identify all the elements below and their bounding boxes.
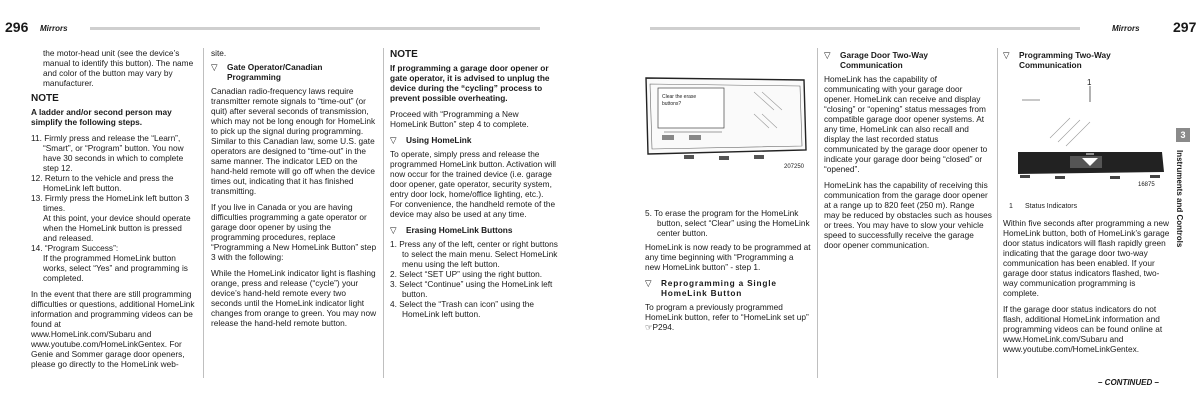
note-title-2: NOTE [390,49,418,60]
step-13: 13. Firmly press the HomeLink left button 3 times. [31,193,190,213]
indicator-paragraph: While the HomeLink indicator light is flashing orange, press and release (“cycle”) your device’s hand-held remote every two seconds until the HomeLink indicator light changes from orange to green. You may now release the hand-held remote button. [211,268,377,328]
column-divider [203,48,204,378]
triangle-icon: ▽ [390,135,397,145]
url-youtube: www.youtube.com/HomeLinkGentex. For Genie and Sommer garage door openers, please go directly to the HomeLink web- [31,339,185,369]
column-1 [31,48,197,369]
step-14-detail: If the programmed HomeLink button works, select “Yes” and programming is completed. [43,253,188,283]
triangle-icon: ▽ [1003,50,1010,60]
erase-step-3: 3. Select “Continue” using the HomeLink left button. [390,279,553,299]
triangle-icon: ▽ [645,278,653,288]
column-divider [383,48,384,378]
column-5 [824,48,992,256]
step-12: 12. Return to the vehicle and press the HomeLink left button. [31,173,174,193]
two-way-paragraph-1: HomeLink has the capability of communicating with your garage door opener. HomeLink can receive and display “closing” or “opening” status messages from compatible garage door opener systems. At any time, HomeLink can also recall and display the last recorded status communicated by the garage door opener to indicate your garage door being “closed” or “opened”. [824,74,988,174]
figure-code-2: 16875 [1138,182,1155,188]
erase-step-4: 4. Select the “Trash can icon” using the HomeLink left button. [390,299,535,319]
column-2 [211,48,377,334]
column-4 [645,208,811,338]
ready-text: HomeLink is now ready to be programmed at any time beginning with “Programming a new HomeLink button” - step 1. [645,242,811,272]
gate-operator-heading: ▽ Gate Operator/Canadian Programming [211,62,323,82]
note-title: NOTE [31,93,59,104]
triangle-icon: ▽ [211,62,218,72]
chapter-tab: 3 [1176,128,1190,142]
column-divider [997,48,998,378]
reprogramming-heading: ▽ Reprogramming a Single HomeLink Button [645,278,777,298]
right-section-title: Mirrors [1112,24,1140,33]
column-6-body [1003,202,1171,360]
note-text: A ladder and/or second person may simplify the following steps. [31,107,172,127]
programming-paragraph-1: Within five seconds after programming a new HomeLink button, both of HomeLink’s garage door status indicators will flash rapidly green indicating that the garage door two-way communication has been enabled. If your garage door status indicators flashed, two-way communication programming is complete. [1003,218,1170,298]
chapter-tab-label: Instruments and Controls [1175,150,1184,248]
right-page-number: 297 [1173,19,1197,35]
reprogram-text: To program a previously programmed HomeLink button, refer to “HomeLink set up” ☞P294. [645,302,809,332]
triangle-icon: ▽ [824,50,831,60]
left-header-rule [90,27,540,30]
programming-two-way-heading: ▽ Programming Two-Way Communication [1003,50,1111,70]
note-text-2: If programming a garage door opener or gate operator, it is advised to unplug the device during the “cycling” process to prevent possible overheating. [390,63,550,103]
two-way-paragraph-2: HomeLink has the capability of receiving this communication from the garage door opener at a range up to 820 feet (250 m). Range may be reduced by obstacles such as houses or trees. You may have to slow your vehicle speed to successfully receive the garage door opener communication. [824,180,992,250]
mirror-display-illustration [644,70,812,200]
right-header-rule [650,27,1080,30]
column-6 [1003,48,1171,74]
using-homelink-paragraph: To operate, simply press and release the programmed HomeLink button. Activation will now occur for the trained device (i.e. garage door opener, gate operator, security system, entry door lock, home/office lighting, etc.). For convenience, the handheld remote of the device may also be used at any time. [390,149,557,219]
column-divider [817,48,818,378]
column-3 [390,48,558,319]
step-11: 11. Firmly press and release the “Learn”, “Smart”, or “Program” button. You now have 30 seconds in which to complete step 12. [31,133,184,173]
proceed-text: Proceed with “Programming a New HomeLink Button” step 4 to complete. [390,109,529,129]
left-page-number: 296 [5,19,29,35]
erasing-heading: ▽ Erasing HomeLink Buttons [390,225,513,235]
two-way-heading: ▽ Garage Door Two-Way Communication [824,50,929,70]
erase-step-2: 2. Select “SET UP” using the right button. [390,269,543,279]
status-indicator-figure [1010,78,1170,196]
canadian-paragraph: Canadian radio-frequency laws require transmitter remote signals to “time-out” (or quit) after several seconds of transmission, which may not be long enough for HomeLink to pick up the signal during programming. Similar to this Canadian law, some U.S. gate operators are designed to “time-out” in the same manner. The indicator LED on the hand-held remote will go off when the device times out, indicating that it has finished transmitting. [211,86,376,196]
programming-paragraph-2: If the garage door status indicators do not flash, additional HomeLink information and programming videos can be found online at www.HomeLink.com/Subaru and www.youtube.com/HomeLinkGentex. [1003,304,1163,354]
continued-label: – CONTINUED – [1098,378,1159,387]
using-homelink-heading: ▽ Using HomeLink [390,135,472,145]
left-section-title: Mirrors [40,24,68,33]
step-14: 14. “Program Success”: [31,243,119,253]
url-homelink: www.HomeLink.com/Subaru and [31,329,152,339]
lead-text: site. [211,48,227,58]
figure-caption: 1 Status Indicators [1009,203,1078,210]
step-13-detail: At this point, your device should operate when the HomeLink button is pressed and released. [43,213,191,243]
triangle-icon: ▽ [390,225,397,235]
erase-screen-figure [644,70,812,200]
mirror-status-illustration [1010,78,1170,196]
erase-step-5: 5. To erase the program for the HomeLink button, select “Clear” using the HomeLink center button. [645,208,810,238]
screen-message: Clear the erase buttons? [662,94,697,107]
callout-1: 1 [1087,78,1092,87]
canada-difficulties-paragraph: If you live in Canada or you are having difficulties programming a gate operator or garage door opener by using the programming procedures, replace “Programming a New HomeLink Button” step 3 with the following: [211,202,377,262]
intro-text: the motor-head unit (see the device’s manual to identify this button). The name and color of the button may vary by manufacturer. [43,48,194,88]
erase-step-1: 1. Press any of the left, center or right buttons to select the main menu. Select HomeLink menu using the left button. [390,239,558,269]
figure-code: 207250 [784,164,805,170]
outro-text: In the event that there are still programming difficulties or questions, additional HomeLink information and programming videos can be found at [31,289,195,329]
